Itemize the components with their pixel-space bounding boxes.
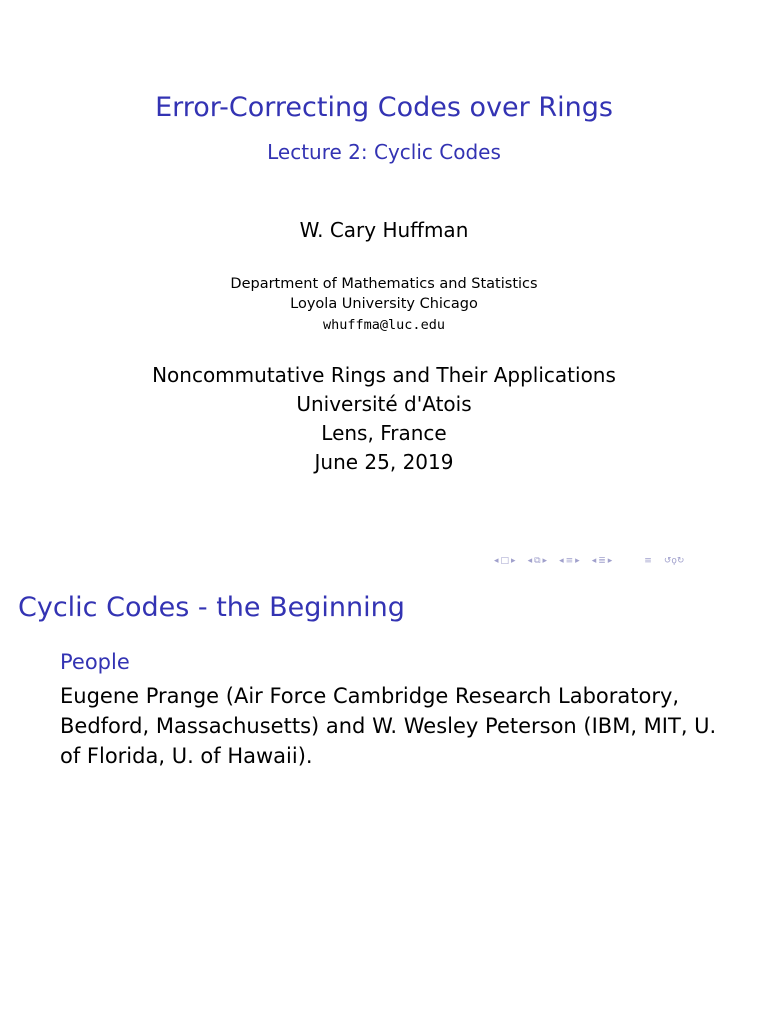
nav-section-icon[interactable]: ≡ (565, 556, 574, 566)
conference-venue: Université d'Atois (296, 392, 472, 416)
nav-prev-frame-icon[interactable]: ◂ (494, 556, 499, 566)
conference-name: Noncommutative Rings and Their Applications (152, 363, 616, 387)
nav-next-subsection-icon[interactable]: ▸ (542, 556, 548, 566)
nav-prev-part-icon[interactable]: ◂ (591, 556, 597, 566)
presentation-subtitle: Lecture 2: Cyclic Codes (267, 140, 501, 164)
content-slide (0, 576, 768, 1024)
nav-align-icon[interactable]: ≡ (644, 556, 652, 566)
nav-prev-section-icon[interactable]: ◂ (559, 556, 564, 566)
nav-next-frame-icon[interactable]: ▸ (511, 556, 516, 566)
author-name: W. Cary Huffman (299, 218, 469, 242)
nav-part-icon[interactable]: ≣ (598, 556, 606, 566)
block-title: People (60, 650, 130, 674)
author-email: whuffma@luc.edu (323, 317, 445, 333)
conference-date: June 25, 2019 (314, 450, 454, 474)
nav-next-part-icon[interactable]: ▸ (607, 556, 613, 566)
presentation-title: Error-Correcting Codes over Rings (155, 92, 613, 123)
nav-next-section-icon[interactable]: ▸ (575, 556, 580, 566)
institute-department: Department of Mathematics and Statistics (230, 276, 538, 292)
conference-location: Lens, France (321, 421, 447, 445)
block-body: Eugene Prange (Air Force Cambridge Research Laboratory, Bedford, Massachusetts) and W. Wesley Peterson (IBM, MIT, U. of Florida, U. of Hawaii). (60, 684, 717, 768)
institute-university: Loyola University Chicago (290, 296, 478, 312)
nav-search-icon[interactable]: ↺ϙ↻ (663, 556, 685, 566)
nav-frame-icon[interactable]: □ (500, 556, 510, 566)
nav-prev-subsection-icon[interactable]: ◂ (527, 556, 533, 566)
nav-subsection-icon[interactable]: ⧉ (534, 556, 541, 566)
frame-title: Cyclic Codes - the Beginning (18, 592, 405, 623)
beamer-navigation-bar (494, 556, 684, 566)
